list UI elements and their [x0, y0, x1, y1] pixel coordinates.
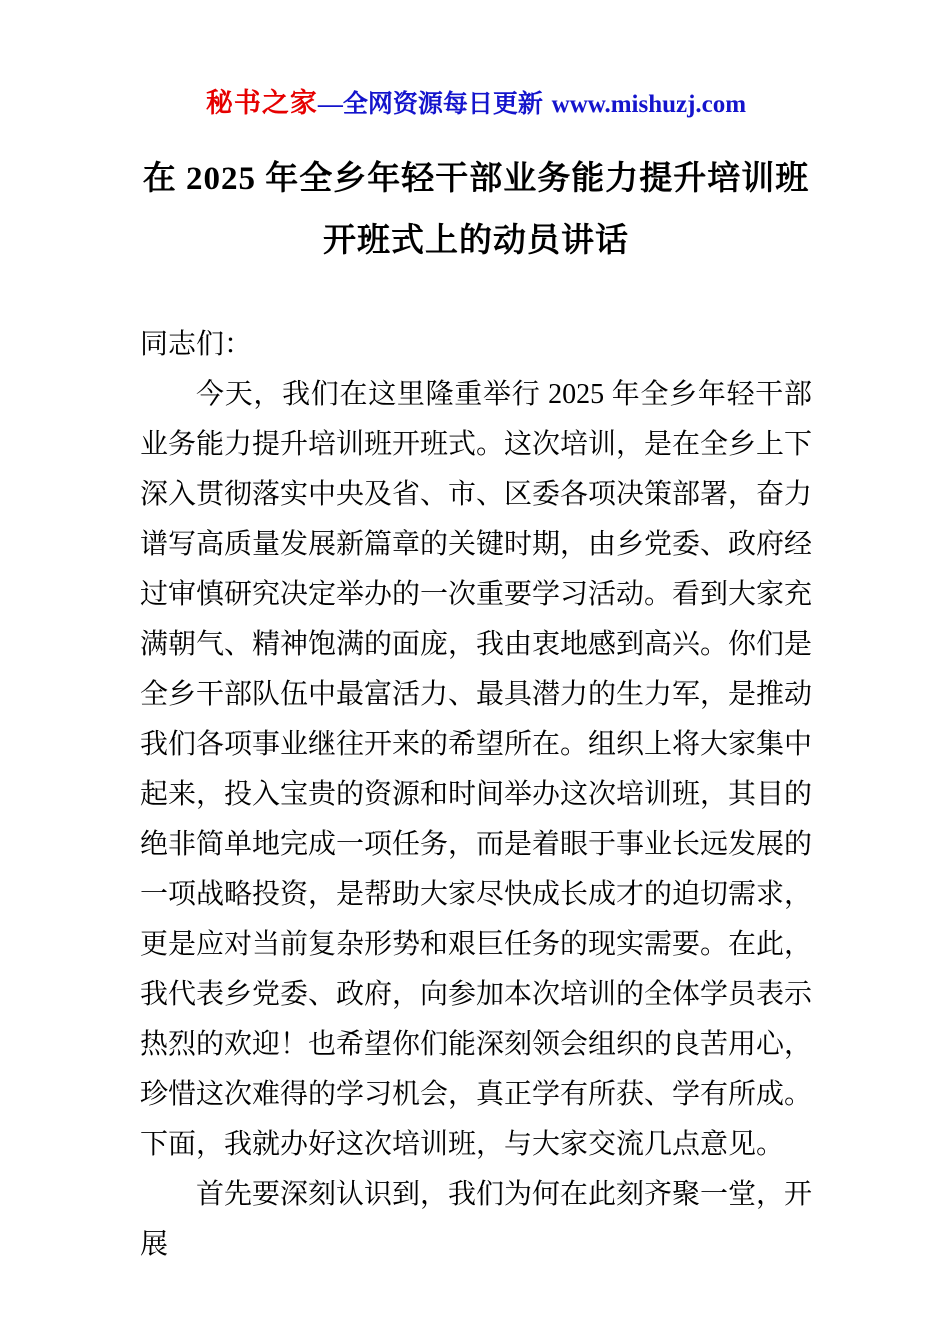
site-url-link[interactable]: www.mishuzj.com — [551, 91, 747, 118]
document-title-line1: 在 2025 年全乡年轻干部业务能力提升培训班 — [142, 161, 810, 197]
paragraph-2: 首先要深刻认识到，我们为何在此刻齐聚一堂，开展 — [140, 1179, 813, 1260]
site-header — [110, 86, 842, 122]
site-brand: 秘书之家 — [205, 88, 318, 118]
document-title — [140, 148, 812, 272]
salutation: 同志们： — [140, 329, 253, 360]
document-title-line2: 开班式上的动员讲话 — [323, 223, 629, 259]
paragraph-1: 今天，我们在这里隆重举行 2025 年全乡年轻干部业务能力提升培训班开班式。这次培训，是在全乡上下深入贯彻落实中央及省、市、区委各项决策部署，奋力谱写高质量发展新篇章的关键时期，由乡党委、政府经过审慎研究决定举办的一次重要学习活动。看到大家充满朝气、精神饱满的面庞，我由衷地感到高兴。你们是全乡干部队伍中最富活力、最具潜力的生力军，是推动我们各项事业继往开来的希望所在。组织上将大家集中起来，投入宝贵的资源和时间举办这次培训班，其目的绝非简单地完成一项任务，而是着眼于事业长远发展的一项战略投资，是帮助大家尽快成长成才的迫切需求，更是应对当前复杂形势和艰巨任务的现实需要。在此，我代表乡党委、政府，向参加本次培训的全体学员表示热烈的欢迎！也希望你们能深刻领会组织的良苦用心，珍惜这次难得的学习机会，真正学有所获、学有所成。下面，我就办好这次培训班，与大家交流几点意见。 — [140, 379, 813, 1160]
document-body — [140, 320, 812, 1270]
site-tagline: —全网资源每日更新 — [317, 91, 543, 118]
